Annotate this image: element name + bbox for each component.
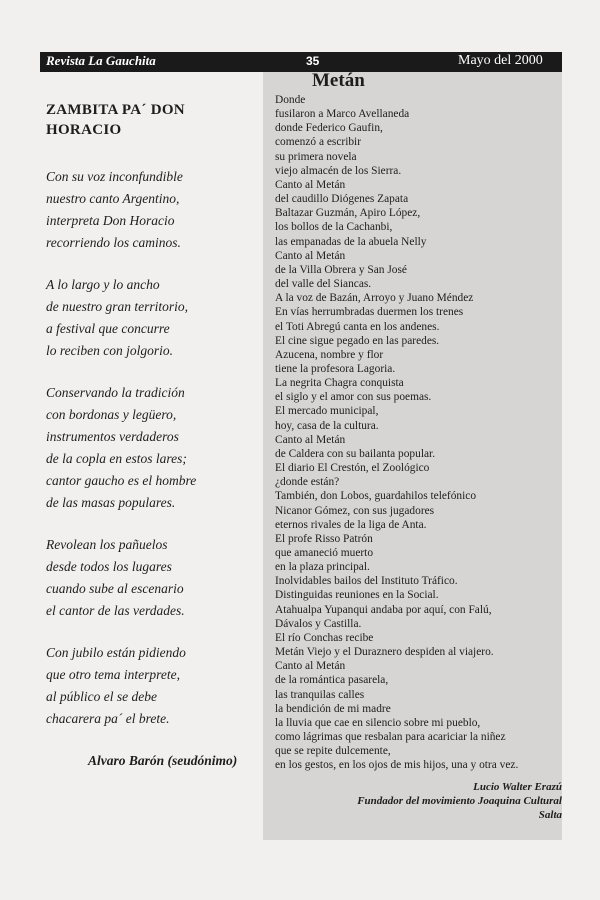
verse-line: los bollos de la Cachanbi, bbox=[275, 221, 393, 234]
verse-line: de las masas populares. bbox=[46, 495, 176, 510]
verse-line: tiene la profesora Lagoria. bbox=[275, 362, 396, 375]
verse-line: cuando sube al escenario bbox=[46, 581, 184, 596]
verse-line: El mercado municipal, bbox=[275, 405, 379, 418]
verse-line: A la voz de Bazán, Arroyo y Juano Méndez bbox=[275, 292, 474, 305]
verse-line: del valle del Siancas. bbox=[275, 278, 372, 291]
verse-line: Metán Viejo y el Duraznero despiden al viajero. bbox=[275, 646, 494, 659]
verse-line: A lo largo y lo ancho bbox=[46, 277, 160, 292]
verse-line: Con jubilo están pidiendo bbox=[46, 645, 186, 660]
verse-line: Distinguidas reuniones en la Social. bbox=[275, 589, 439, 602]
verse-line: el siglo y el amor con sus poemas. bbox=[275, 391, 432, 404]
verse-line: su primera novela bbox=[275, 150, 357, 163]
verse-line: con bordonas y legüero, bbox=[46, 407, 177, 422]
verse-line: desde todos los lugares bbox=[46, 559, 172, 574]
verse-line: fusilaron a Marco Avellaneda bbox=[275, 108, 410, 121]
magazine-name: Revista La Gauchita bbox=[46, 53, 156, 68]
verse-line: También, don Lobos, guardahilos telefónico bbox=[275, 490, 477, 503]
metan-poem-body bbox=[275, 93, 560, 773]
verse-line: las empanadas de la abuela Nelly bbox=[275, 235, 427, 248]
verse-line: Revolean los pañuelos bbox=[46, 537, 168, 552]
verse-line: Dávalos y Castilla. bbox=[275, 617, 362, 630]
verse-line: instrumentos verdaderos bbox=[46, 429, 179, 444]
signature-place: Salta bbox=[538, 809, 562, 821]
poem-title: ZAMBITA PA´ DON HORACIO bbox=[46, 102, 185, 138]
verse-line: comenzó a escribir bbox=[275, 136, 362, 149]
zambita-poem bbox=[46, 100, 261, 750]
verse-line: el cantor de las verdades. bbox=[46, 603, 185, 618]
signature-block bbox=[357, 780, 562, 822]
verse-line: Nicanor Gómez, con sus jugadores bbox=[275, 504, 435, 517]
verse-line: del caudillo Diógenes Zapata bbox=[275, 193, 409, 206]
verse-line: nuestro canto Argentino, bbox=[46, 191, 180, 206]
verse-line: El diario El Crestón, el Zoológico bbox=[275, 462, 430, 475]
verse-line: recorriendo los caminos. bbox=[46, 235, 181, 250]
verse-line: en la plaza principal. bbox=[275, 561, 370, 574]
page-header bbox=[40, 52, 562, 72]
verse-line: al público el se debe bbox=[46, 689, 157, 704]
verse-line: cantor gaucho es el hombre bbox=[46, 473, 197, 488]
verse-line: Canto al Metán bbox=[275, 249, 346, 262]
verse-line: la lluvia que cae en silencio sobre mi pueblo, bbox=[275, 716, 481, 729]
signature-name: Lucio Walter Erazú bbox=[473, 781, 562, 793]
stanza bbox=[46, 166, 261, 254]
stanza bbox=[46, 642, 261, 730]
verse-line: lo reciben con jolgorio. bbox=[46, 343, 173, 358]
verse-line: de la romántica pasarela, bbox=[275, 674, 389, 687]
metan-title: Metán bbox=[312, 70, 365, 91]
verse-line: La negrita Chagra conquista bbox=[275, 377, 404, 390]
verse-line: que se repite dulcemente, bbox=[275, 745, 391, 758]
verse-line: donde Federico Gaufin, bbox=[275, 122, 383, 135]
stanza bbox=[46, 382, 261, 514]
verse-line: Donde bbox=[275, 94, 306, 106]
verse-line: chacarera pa´ el brete. bbox=[46, 711, 170, 726]
verse-line: Conservando la tradición bbox=[46, 385, 185, 400]
verse-line: El río Conchas recibe bbox=[275, 631, 374, 644]
verse-line: a festival que concurre bbox=[46, 321, 170, 336]
stanza bbox=[46, 274, 261, 362]
verse-line: En vías herrumbradas duermen los trenes bbox=[275, 306, 464, 319]
poem-author: Alvaro Barón (seudónimo) bbox=[88, 753, 238, 768]
verse-line: Canto al Metán bbox=[275, 178, 346, 191]
page-number: 35 bbox=[306, 54, 320, 68]
verse-line: El profe Risso Patrón bbox=[275, 532, 373, 545]
verse-line: la bendición de mi madre bbox=[275, 702, 391, 715]
verse-line: Atahualpa Yupanqui andaba por aquí, con Falú, bbox=[275, 603, 492, 616]
verse-line: de la copla en estos lares; bbox=[46, 451, 187, 466]
verse-line: que amaneció muerto bbox=[275, 547, 374, 559]
verse-line: las tranquilas calles bbox=[275, 688, 365, 701]
verse-line: de nuestro gran territorio, bbox=[46, 299, 189, 314]
verse-line: Inolvidables bailos del Instituto Tráfico. bbox=[275, 575, 458, 588]
verse-line: de Caldera con su bailanta popular. bbox=[275, 447, 436, 460]
stanza bbox=[46, 534, 261, 622]
verse-line: en los gestos, en los ojos de mis hijos, una y otra vez. bbox=[275, 759, 519, 772]
verse-line: interpreta Don Horacio bbox=[46, 213, 175, 228]
verse-line: el Toti Abregú canta en los andenes. bbox=[275, 320, 440, 333]
issue-date: Mayo del 2000 bbox=[458, 53, 543, 68]
verse-line: ¿donde están? bbox=[275, 476, 340, 489]
verse-line: Canto al Metán bbox=[275, 660, 346, 673]
verse-line: de la Villa Obrera y San José bbox=[275, 263, 407, 276]
verse-line: Canto al Metán bbox=[275, 433, 346, 446]
verse-line: Azucena, nombre y flor bbox=[275, 348, 384, 361]
verse-line: viejo almacén de los Sierra. bbox=[275, 164, 402, 177]
poem-stanzas bbox=[46, 166, 261, 730]
verse-line: Baltazar Guzmán, Apiro López, bbox=[275, 207, 421, 220]
signature-role: Fundador del movimiento Joaquina Cultural bbox=[357, 795, 562, 807]
verse-line: hoy, casa de la cultura. bbox=[275, 419, 379, 432]
verse-line: como lágrimas que resbalan para acariciar la niñez bbox=[275, 731, 506, 744]
verse-line: El cine sigue pegado en las paredes. bbox=[275, 334, 440, 347]
verse-line: Con su voz inconfundible bbox=[46, 169, 183, 184]
verse-line: que otro tema interprete, bbox=[46, 667, 180, 682]
verse-line: eternos rivales de la liga de Anta. bbox=[275, 518, 427, 531]
